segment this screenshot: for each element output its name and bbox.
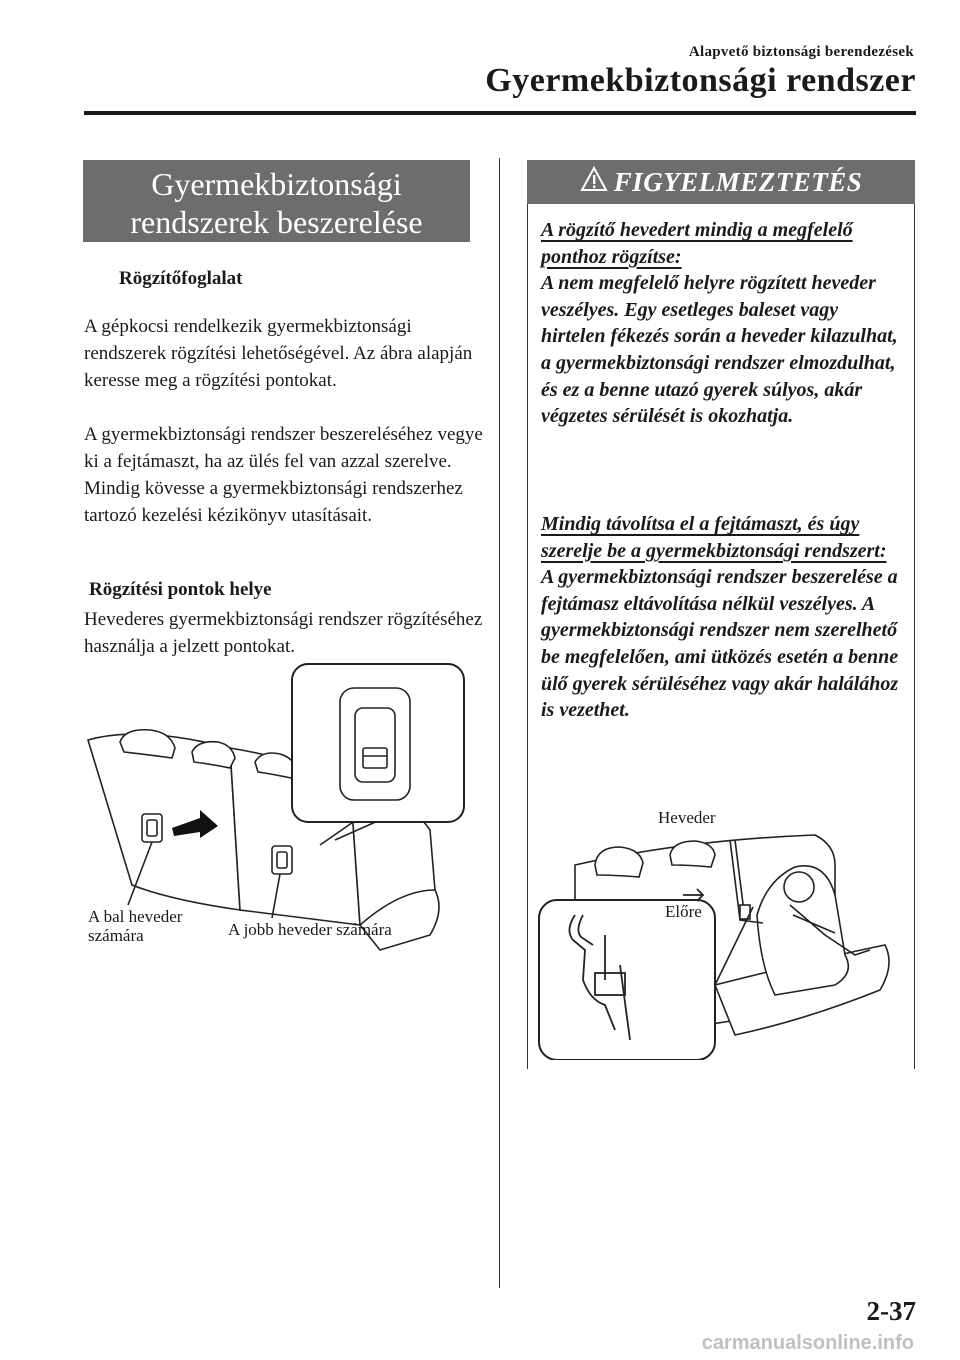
section-title-line2: rendszerek beszerelése bbox=[130, 204, 423, 240]
footer-watermark: carmanualsonline.info bbox=[701, 1332, 914, 1354]
label-left-anchor-line1: A bal heveder bbox=[88, 907, 183, 926]
subheading-anchor-points: Rögzítési pontok helye bbox=[89, 579, 272, 600]
warning-triangle-icon bbox=[580, 166, 608, 199]
label-right-anchor: A jobb heveder számára bbox=[228, 920, 392, 939]
paragraph-install: A gyermekbiztonsági rendszer beszereléséhez vegye ki a fejtámaszt, ha az ülés fel van azzal szerelve. Mindig kövesse a gyermekbiztonsági rendszerhez tartozó kezelési kézikönyv utasításait. bbox=[84, 424, 483, 526]
paragraph-intro: A gépkocsi rendelkezik gyermekbiztonsági rendszerek rögzítési lehetőségével. Az ábra alapján keresse meg a rögzítési pontokat. bbox=[84, 316, 473, 391]
warning-frame-right bbox=[914, 204, 915, 1069]
header-rule bbox=[84, 111, 916, 115]
column-divider bbox=[499, 158, 500, 1288]
page-number: 2-37 bbox=[866, 1296, 916, 1326]
warning-heading-1: A rögzítő hevedert mindig a megfelelő ponthoz rögzítse: bbox=[541, 219, 853, 268]
subheading-anchor: Rögzítőfoglalat bbox=[119, 268, 243, 289]
label-forward: Előre bbox=[665, 902, 702, 921]
warning-body-2: A gyermekbiztonsági rendszer beszerelése a fejtámasz eltávolítása nélkül veszélyes. A gyermekbiztonsági rendszer nem szerelhető be megfelelően, ami ütközés esetén a benne ülő gyerek sérüléséhez vagy akár halálához is vezethet. bbox=[541, 566, 899, 722]
warning-frame-left bbox=[527, 204, 528, 1069]
warning-block-2 bbox=[541, 511, 907, 724]
section-title-line1: Gyermekbiztonsági bbox=[151, 166, 402, 202]
label-left-anchor-line2: számára bbox=[88, 926, 144, 945]
chapter-subtitle: Alapvető biztonsági berendezések bbox=[688, 44, 914, 60]
label-tether: Heveder bbox=[658, 808, 716, 827]
page-title: Gyermekbiztonsági rendszer bbox=[485, 62, 916, 99]
warning-title: FIGYELMEZTETÉS bbox=[613, 166, 863, 197]
paragraph-anchor-points: Hevederes gyermekbiztonsági rendszer rögzítéséhez használja a jelzett pontokat. bbox=[84, 609, 483, 657]
warning-header bbox=[527, 160, 915, 204]
seat-anchor-illustration bbox=[80, 660, 485, 960]
warning-body-1: A nem megfelelő helyre rögzített heveder veszélyes. Egy esetleges baleset vagy hirtelen fékezés során a heveder kilazulhat, a gyermekbiztonsági rendszer elmozdulhat, és ez a benne utazó gyerek súlyos, akár végzetes sérülését is okozhatja. bbox=[541, 272, 898, 428]
child-seat-illustration bbox=[535, 805, 907, 1060]
warning-heading-2: Mindig távolítsa el a fejtámaszt, és úgy szerelje be a gyermekbiztonsági rendszert: bbox=[541, 513, 887, 562]
section-title-box bbox=[83, 160, 470, 242]
warning-block-1 bbox=[541, 217, 907, 430]
